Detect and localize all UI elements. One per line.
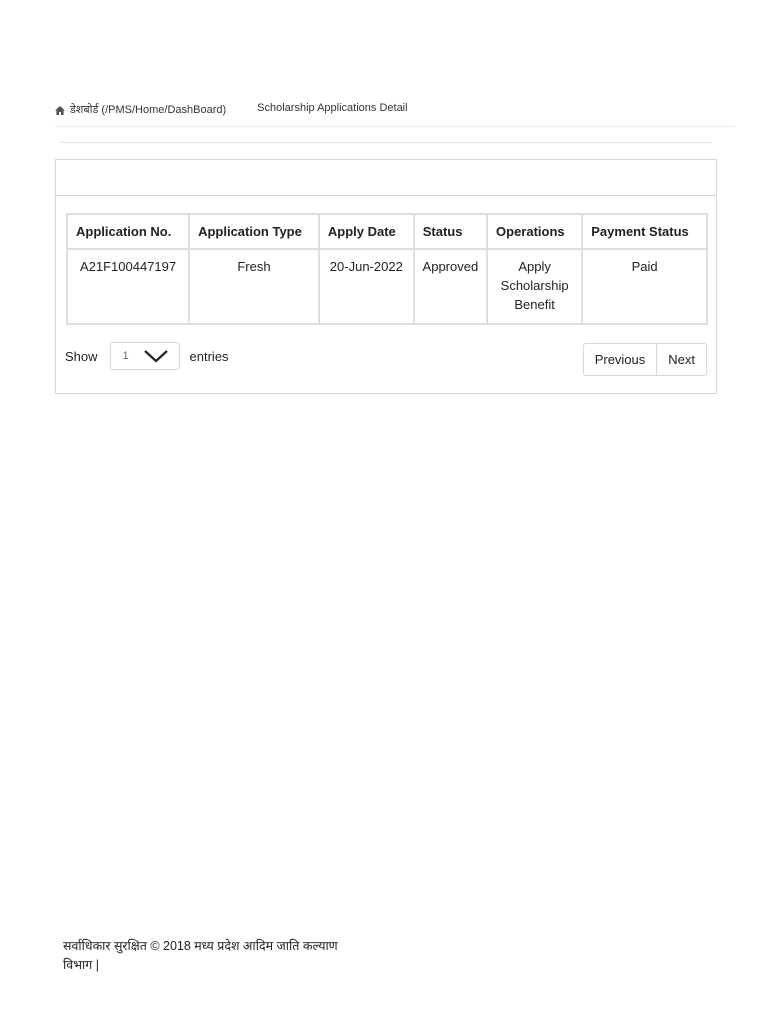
applications-panel — [55, 159, 717, 394]
home-icon — [55, 106, 65, 115]
column-header-operations[interactable]: Operations — [487, 214, 582, 249]
cell-application-no: A21F100447197 — [67, 249, 189, 324]
previous-button[interactable]: Previous — [594, 352, 646, 367]
next-button[interactable]: Next — [656, 344, 706, 375]
table-header-row — [67, 214, 707, 249]
cell-payment-status: Paid — [582, 249, 707, 324]
table-row — [67, 249, 707, 324]
pagination — [583, 343, 707, 376]
table-scroll-container[interactable] — [66, 213, 708, 327]
entries-select[interactable] — [110, 342, 180, 370]
footer-copyright: सर्वाधिकार सुरक्षित © 2018 मध्य प्रदेश आदिम जाति कल्याण विभाग | — [63, 939, 338, 972]
cell-operations — [487, 249, 582, 324]
breadcrumb-home-link[interactable] — [55, 102, 226, 117]
divider — [60, 142, 712, 143]
column-header-application-no[interactable]: Application No. — [67, 214, 189, 249]
column-header-payment-status[interactable]: Payment Status — [582, 214, 707, 249]
column-header-application-type[interactable]: Application Type — [189, 214, 319, 249]
cell-application-type: Fresh — [189, 249, 319, 324]
apply-scholarship-benefit-link[interactable]: Apply Scholarship Benefit — [500, 259, 569, 312]
panel-header — [56, 160, 716, 196]
column-header-apply-date[interactable]: Apply Date — [319, 214, 414, 249]
entries-label: entries — [189, 348, 229, 364]
cell-status: Approved — [414, 249, 487, 324]
show-label: Show — [65, 348, 98, 364]
breadcrumb-home-label: डेशबोर्ड (/PMS/Home/DashBoard) — [70, 104, 227, 116]
cell-apply-date: 20-Jun-2022 — [319, 249, 414, 324]
breadcrumb — [55, 102, 735, 127]
length-menu — [65, 342, 229, 370]
chevron-down-icon — [143, 348, 169, 364]
applications-table — [66, 213, 708, 325]
entries-select-value: 1 — [122, 350, 129, 362]
breadcrumb-current: Scholarship Applications Detail — [257, 102, 408, 114]
column-header-status[interactable]: Status — [414, 214, 487, 249]
